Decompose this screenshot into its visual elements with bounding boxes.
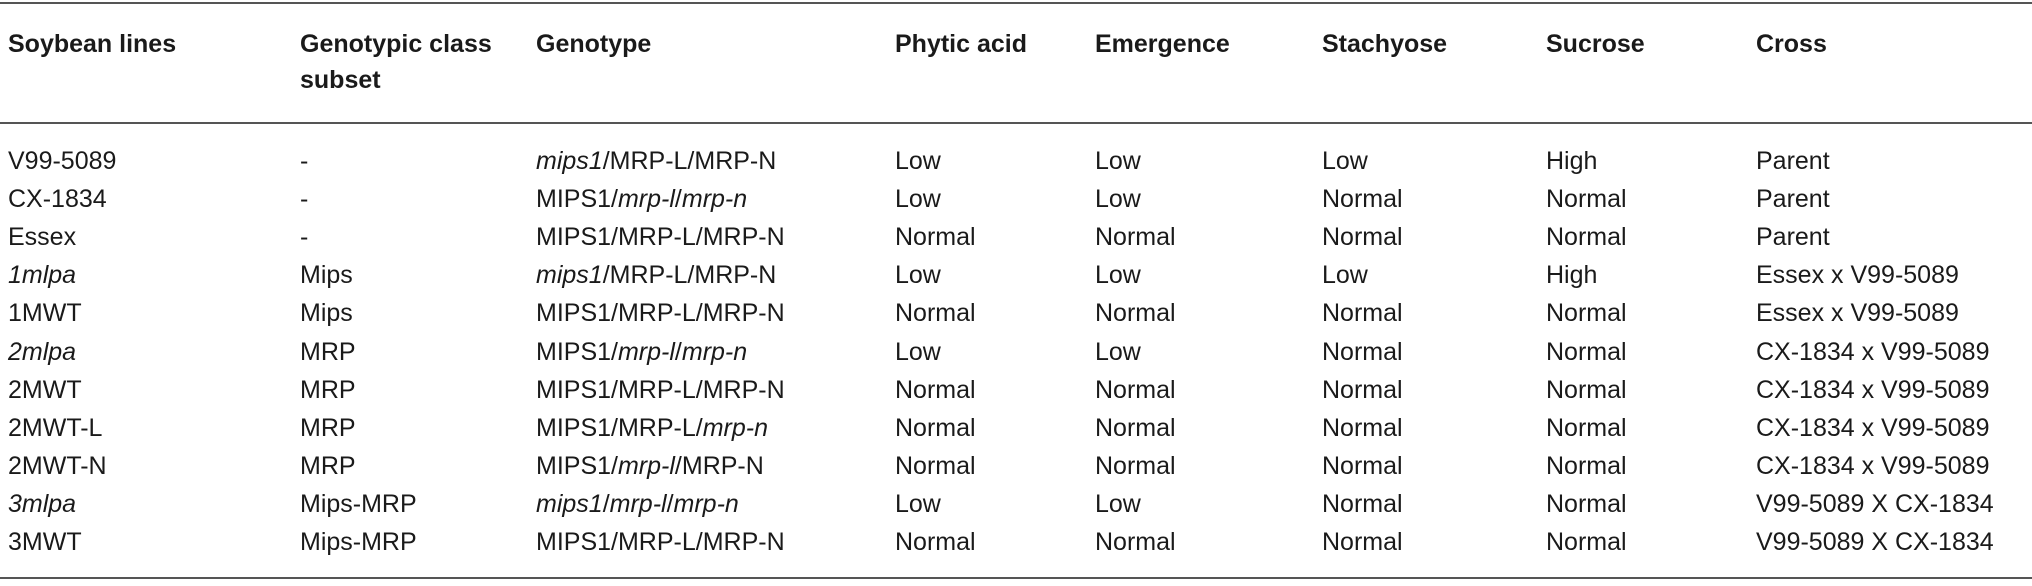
cell-stachyose: Normal	[1322, 528, 1403, 556]
cell-sucrose: Normal	[1546, 338, 1627, 366]
genotype-segment: /	[674, 338, 682, 366]
cell-emergence: Normal	[1095, 223, 1176, 251]
cell-sucrose: Normal	[1546, 528, 1627, 556]
cell-phytic-acid: Low	[895, 338, 941, 366]
header-genotypic-class-line1: Genotypic class	[300, 30, 492, 58]
cell-stachyose: Normal	[1322, 223, 1403, 251]
cell-soybean-line: 2MWT-N	[8, 452, 107, 480]
cell-stachyose: Normal	[1322, 185, 1403, 213]
cell-sucrose: High	[1546, 261, 1598, 289]
cell-genotypic-class: MRP	[300, 414, 356, 442]
cell-genotypic-class: Mips	[300, 299, 353, 327]
cell-soybean-line: 3mlpa	[8, 490, 77, 518]
cell-emergence: Low	[1095, 338, 1141, 366]
cell-soybean-line: 3MWT	[8, 528, 82, 556]
cell-phytic-acid: Low	[895, 147, 941, 175]
genotype-segment: mips1	[536, 261, 603, 289]
genotype-segment: mrp-n	[673, 490, 739, 518]
cell-genotype	[536, 410, 768, 446]
genotype-segment: MIPS1/MRP-L/MRP-N	[536, 223, 785, 251]
cell-emergence: Normal	[1095, 299, 1176, 327]
cell-soybean-line: 2mlpa	[8, 338, 77, 366]
cell-emergence: Low	[1095, 490, 1141, 518]
cell-soybean-line: 2MWT	[8, 376, 82, 404]
cell-phytic-acid: Low	[895, 490, 941, 518]
cell-stachyose: Normal	[1322, 376, 1403, 404]
cell-stachyose: Normal	[1322, 414, 1403, 442]
cell-stachyose: Low	[1322, 261, 1368, 289]
cell-genotypic-class: -	[300, 147, 309, 175]
cell-cross: Parent	[1756, 223, 1830, 251]
genotype-segment: /MRP-L/MRP-N	[602, 147, 777, 175]
cell-sucrose: Normal	[1546, 223, 1627, 251]
cell-genotypic-class: Mips-MRP	[300, 528, 417, 556]
cell-sucrose: Normal	[1546, 376, 1627, 404]
cell-cross: CX-1834 x V99-5089	[1756, 338, 1990, 366]
cell-stachyose: Normal	[1322, 452, 1403, 480]
cell-phytic-acid: Normal	[895, 299, 976, 327]
genotype-segment: mrp-l	[617, 338, 675, 366]
cell-genotypic-class: -	[300, 223, 309, 251]
cell-phytic-acid: Normal	[895, 452, 976, 480]
genotype-segment: mrp-l	[609, 490, 667, 518]
cell-genotypic-class: MRP	[300, 338, 356, 366]
cell-genotype	[536, 143, 776, 179]
cell-genotype	[536, 486, 739, 522]
cell-stachyose: Normal	[1322, 338, 1403, 366]
cell-stachyose: Normal	[1322, 299, 1403, 327]
cell-emergence: Low	[1095, 185, 1141, 213]
genotype-segment: MIPS1/MRP-L/MRP-N	[536, 528, 785, 556]
table-bottom-rule	[0, 577, 2032, 579]
cell-emergence: Normal	[1095, 452, 1176, 480]
cell-soybean-line: 1mlpa	[8, 261, 77, 289]
cell-stachyose: Low	[1322, 147, 1368, 175]
cell-sucrose: High	[1546, 147, 1598, 175]
cell-cross: CX-1834 x V99-5089	[1756, 376, 1990, 404]
genotype-segment: mrp-l	[617, 185, 675, 213]
header-genotypic-class-line2: subset	[300, 66, 381, 94]
cell-genotype	[536, 524, 785, 560]
cell-genotypic-class: MRP	[300, 452, 356, 480]
header-genotype: Genotype	[536, 30, 652, 58]
cell-sucrose: Normal	[1546, 414, 1627, 442]
cell-genotype	[536, 181, 747, 217]
cell-phytic-acid: Low	[895, 185, 941, 213]
cell-cross: V99-5089 X CX-1834	[1756, 528, 1994, 556]
cell-emergence: Low	[1095, 147, 1141, 175]
cell-emergence: Normal	[1095, 376, 1176, 404]
cell-emergence: Low	[1095, 261, 1141, 289]
cell-genotypic-class: -	[300, 185, 309, 213]
header-stachyose: Stachyose	[1322, 30, 1448, 58]
cell-phytic-acid: Low	[895, 261, 941, 289]
genotype-segment: mrp-l	[617, 452, 675, 480]
cell-soybean-line: V99-5089	[8, 147, 117, 175]
cell-emergence: Normal	[1095, 414, 1176, 442]
cell-emergence: Normal	[1095, 528, 1176, 556]
genotype-segment: MIPS1/	[536, 185, 618, 213]
cell-genotypic-class: MRP	[300, 376, 356, 404]
header-sucrose: Sucrose	[1546, 30, 1645, 58]
genotype-segment: MIPS1/MRP-L/MRP-N	[536, 376, 785, 404]
genotype-segment: MIPS1/	[536, 452, 618, 480]
cell-cross: V99-5089 X CX-1834	[1756, 490, 1994, 518]
cell-cross: Essex x V99-5089	[1756, 261, 1959, 289]
table-header-rule	[0, 122, 2032, 124]
cell-sucrose: Normal	[1546, 185, 1627, 213]
cell-genotype	[536, 372, 785, 408]
cell-sucrose: Normal	[1546, 299, 1627, 327]
header-soybean-lines: Soybean lines	[8, 30, 177, 58]
cell-sucrose: Normal	[1546, 452, 1627, 480]
genotype-segment: /	[674, 185, 682, 213]
header-cross: Cross	[1756, 30, 1827, 58]
genotype-segment: /	[602, 490, 610, 518]
cell-soybean-line: 2MWT-L	[8, 414, 103, 442]
cell-genotypic-class: Mips-MRP	[300, 490, 417, 518]
cell-stachyose: Normal	[1322, 490, 1403, 518]
cell-soybean-line: Essex	[8, 223, 77, 251]
cell-soybean-line: 1MWT	[8, 299, 82, 327]
cell-genotype	[536, 257, 776, 293]
cell-cross: CX-1834 x V99-5089	[1756, 414, 1990, 442]
cell-genotype	[536, 295, 785, 331]
genotype-segment: /MRP-L/MRP-N	[602, 261, 777, 289]
genotype-segment: mrp-n	[681, 338, 748, 366]
header-emergence: Emergence	[1095, 30, 1230, 58]
cell-sucrose: Normal	[1546, 490, 1627, 518]
cell-cross: Parent	[1756, 147, 1830, 175]
genotype-segment: mrp-n	[681, 185, 748, 213]
genotype-segment: MIPS1/MRP-L/MRP-N	[536, 299, 785, 327]
genotype-segment: MIPS1/	[536, 338, 618, 366]
cell-genotype	[536, 448, 764, 484]
genotype-segment: /MRP-N	[674, 452, 764, 480]
header-phytic-acid: Phytic acid	[895, 30, 1027, 58]
cell-cross: Essex x V99-5089	[1756, 299, 1959, 327]
cell-cross: Parent	[1756, 185, 1830, 213]
cell-phytic-acid: Normal	[895, 376, 976, 404]
cell-phytic-acid: Normal	[895, 223, 976, 251]
cell-genotypic-class: Mips	[300, 261, 353, 289]
genotype-segment: mips1	[536, 147, 603, 175]
cell-genotype	[536, 219, 785, 255]
genotype-segment: mrp-n	[702, 414, 768, 442]
cell-soybean-line: CX-1834	[8, 185, 107, 213]
genotype-segment: /	[666, 490, 674, 518]
cell-cross: CX-1834 x V99-5089	[1756, 452, 1990, 480]
genotype-segment: MIPS1/MRP-L/	[536, 414, 703, 442]
cell-phytic-acid: Normal	[895, 528, 976, 556]
genotype-segment: mips1	[536, 490, 603, 518]
cell-phytic-acid: Normal	[895, 414, 976, 442]
table-top-rule	[0, 2, 2032, 4]
cell-genotype	[536, 334, 747, 370]
